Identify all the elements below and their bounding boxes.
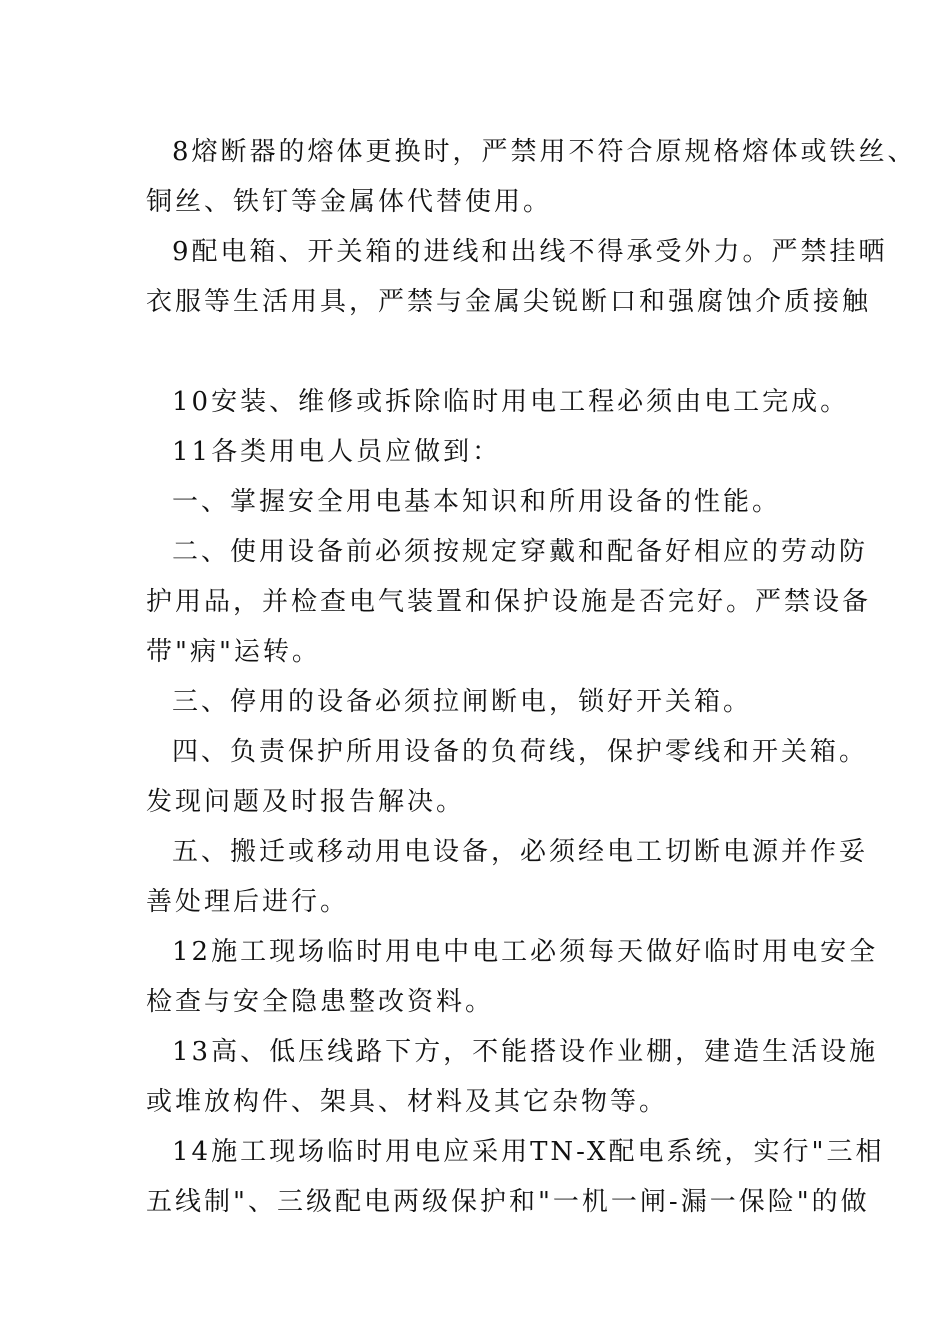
- text-line: 铜丝、铁钉等金属体代替使用。: [146, 187, 553, 217]
- text-line: 或堆放构件、架具、材料及其它杂物等。: [146, 1087, 669, 1117]
- text-line: 13高、低压线路下方，不能搭设作业棚，建造生活设施: [172, 1037, 879, 1067]
- text-line: 12施工现场临时用电中电工必须每天做好临时用电安全: [172, 937, 879, 967]
- text-line: 8熔断器的熔体更换时，严禁用不符合原规格熔体或铁丝、: [172, 137, 917, 167]
- text-line: 10安装、维修或拆除临时用电工程必须由电工完成。: [172, 387, 850, 417]
- text-line: 五、搬迁或移动用电设备，必须经电工切断电源并作妥: [172, 837, 869, 867]
- text-line: 发现问题及时报告解决。: [146, 787, 466, 817]
- text-line: 五线制"、三级配电两级保护和"一机一闸-漏一保险"的做: [146, 1187, 870, 1217]
- text-line: 善处理后进行。: [146, 887, 350, 917]
- text-line: 二、使用设备前必须按规定穿戴和配备好相应的劳动防: [172, 537, 869, 567]
- text-line: 三、停用的设备必须拉闸断电，锁好开关箱。: [172, 687, 753, 717]
- text-line: 11各类用电人员应做到：: [172, 437, 502, 467]
- text-line: 14施工现场临时用电应采用TN-X配电系统，实行"三相: [172, 1137, 885, 1167]
- text-line: 四、负责保护所用设备的负荷线，保护零线和开关箱。: [172, 737, 869, 767]
- text-line: 衣服等生活用具，严禁与金属尖锐断口和强腐蚀介质接触: [146, 287, 872, 317]
- text-line: 检查与安全隐患整改资料。: [146, 987, 495, 1017]
- text-line: 一、掌握安全用电基本知识和所用设备的性能。: [172, 487, 782, 517]
- text-line: 护用品，并检查电气装置和保护设施是否完好。严禁设备: [146, 587, 872, 617]
- text-line: 带"病"运转。: [146, 637, 321, 667]
- text-line: 9配电箱、开关箱的进线和出线不得承受外力。严禁挂晒: [172, 237, 888, 267]
